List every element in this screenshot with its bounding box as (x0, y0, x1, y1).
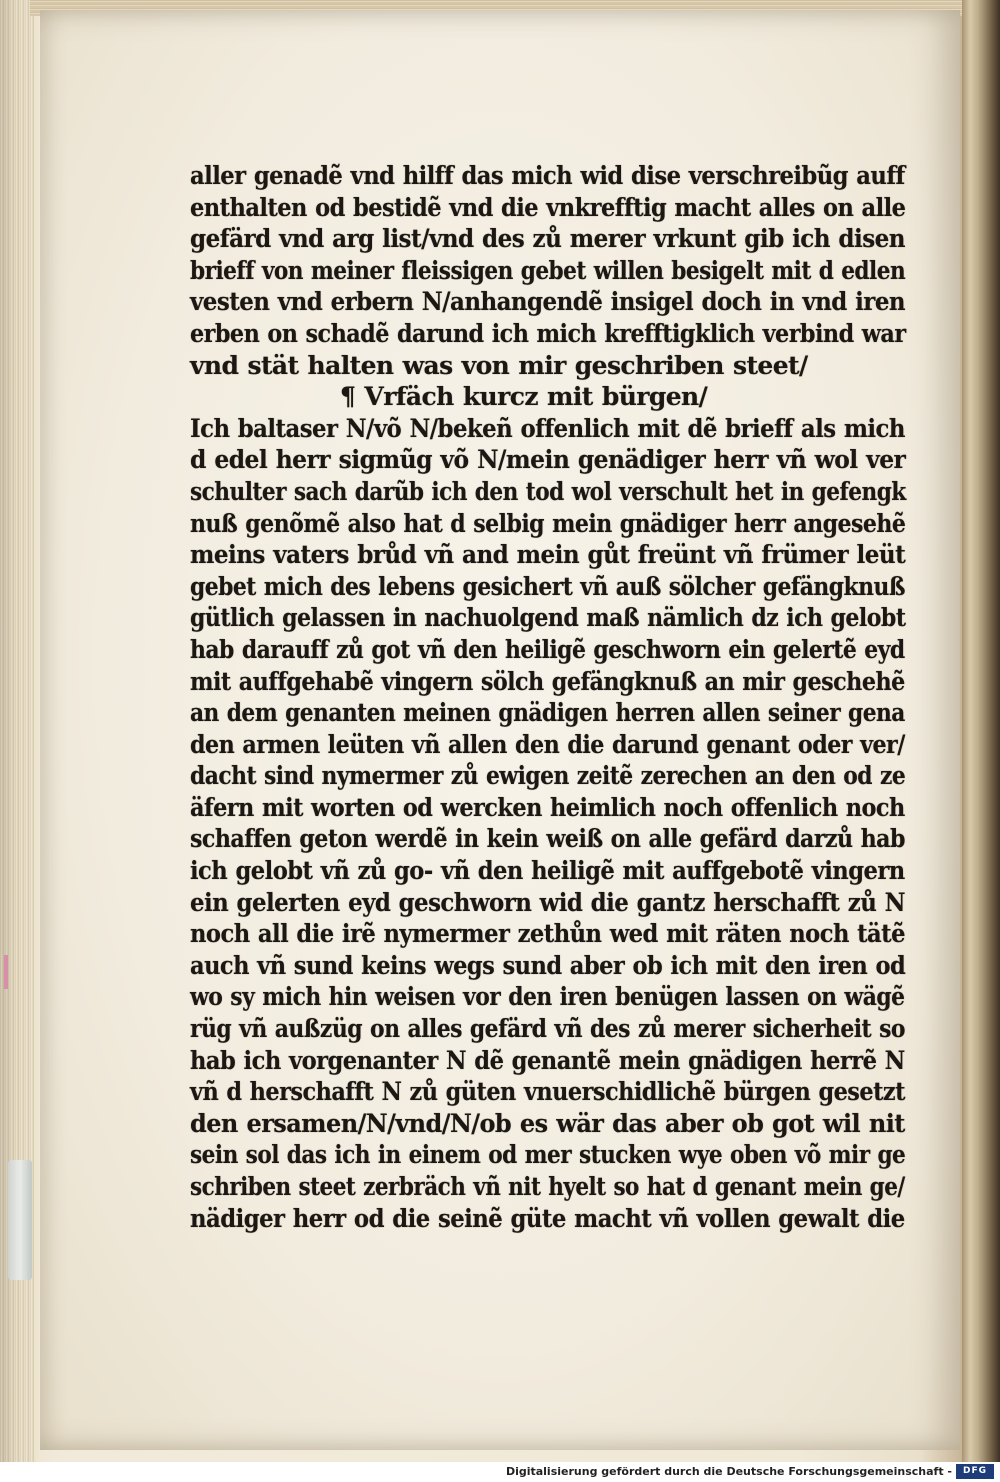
text-line: mit auffgehabẽ vingern sölch gefängknuß an mir geschehẽ (190, 666, 905, 696)
footer-credit: Digitalisierung gefördert durch die Deutsche Forschungsgemeinschaft - (505, 1465, 952, 1478)
text-line: gütlich gelassen in nachuolgend maß nämlich dz ich gelobt (190, 603, 906, 633)
footer-bar (0, 1462, 1000, 1482)
text-line: äfern mit worten od wercken heimlich noch offenlich noch (190, 792, 905, 822)
text-line: sein sol das ich in einem od mer stucken wye oben võ mir ge (190, 1140, 906, 1170)
text-line: brieff von meiner fleissigen gebet willen besigelt mit d edlen (190, 255, 906, 285)
text-line: vnd stät halten was von mir geschriben steet/ (190, 350, 808, 380)
text-line: enthalten od bestidẽ vnd die vnkrefftig macht alles on alle (190, 192, 906, 222)
text-line: nädiger herr od die seinẽ güte macht vñ vollen gewalt die (190, 1203, 905, 1233)
text-line: gefärd vnd arg list/vnd des zů merer vrkunt gib ich disen (190, 224, 906, 254)
text-line: d edel herr sigmũg võ N/mein genädiger herr vñ wol ver (190, 445, 906, 475)
text-line: nuß genõmẽ also hat d selbig mein gnädiger herr angesehẽ (190, 508, 906, 538)
text-line: vñ d herschafft N zů güten vnuerschidlichẽ bürgen gesetzt (190, 1077, 905, 1107)
text-line: an dem genanten meinen gnädigen herren allen seiner gena (190, 698, 905, 728)
text-line: schaffen geton werdẽ in kein weiß on alle gefärd darzů hab (190, 824, 905, 854)
page-text (190, 160, 910, 1234)
text-line: noch all die irẽ nymermer zethůn wed mit räten noch tätẽ (190, 919, 905, 949)
text-line: meins vaters brůd vñ and mein gůt freünt vñ frümer leüt (190, 540, 906, 570)
text-line: hab ich vorgenanter N dẽ genantẽ mein gnädigen herrẽ N (190, 1045, 905, 1075)
text-line: Ich baltaser N/võ N/bekeñ offenlich mit dẽ brieff als mich (190, 413, 905, 443)
text-line: ich gelobt vñ zů go- vñ den heiligẽ mit auffgebotẽ vingern (190, 856, 905, 886)
text-line: erben on schadẽ darund ich mich krefftigklich verbind war (190, 318, 906, 348)
section-heading: ¶ Vrfäch kurcz mit bürgen/ (340, 382, 708, 412)
text-line: ein gelerten eyd geschworn wid die gantz herschafft zů N (190, 887, 906, 917)
text-line: wo sy mich hin weisen vor den iren benügen lassen on wägẽ (190, 982, 905, 1012)
text-line: gebet mich des lebens gesichert vñ auß sölcher gefängknuß (190, 571, 905, 601)
text-line: vesten vnd erbern N/anhangendẽ insigel doch in vnd iren (190, 287, 906, 317)
page-marker (4, 955, 8, 989)
text-line: rüg vñ außzüg on alles gefärd vñ des zů merer sicherheit so (190, 1014, 905, 1044)
text-line: dacht sind nymermer zů ewigen zeitẽ zerechen an den od ze (190, 761, 906, 791)
book-gutter-right (962, 0, 1000, 1462)
text-line: den ersamen/N/vnd/N/ob es wär das aber ob got wil nit (190, 1108, 905, 1138)
text-line: schulter sach darũb ich den tod wol verschult het in gefengk (190, 476, 906, 506)
text-line: hab darauff zů got vñ den heiligẽ geschworn ein gelertẽ eyd (190, 634, 905, 664)
dfg-logo: DFG (956, 1464, 994, 1479)
text-line: auch vñ sund keins wegs sund aber ob ich mit den iren od (190, 950, 906, 980)
text-line: den armen leüten vñ allen den die darund genant oder ver/ (190, 729, 905, 759)
text-line: schriben steet zerbräch vñ nit hyelt so hat d genant mein ge/ (190, 1172, 905, 1201)
book-clasp (8, 1160, 32, 1280)
text-line: aller genadẽ vnd hilff das mich wid dise verschreibũg auff (190, 161, 905, 190)
